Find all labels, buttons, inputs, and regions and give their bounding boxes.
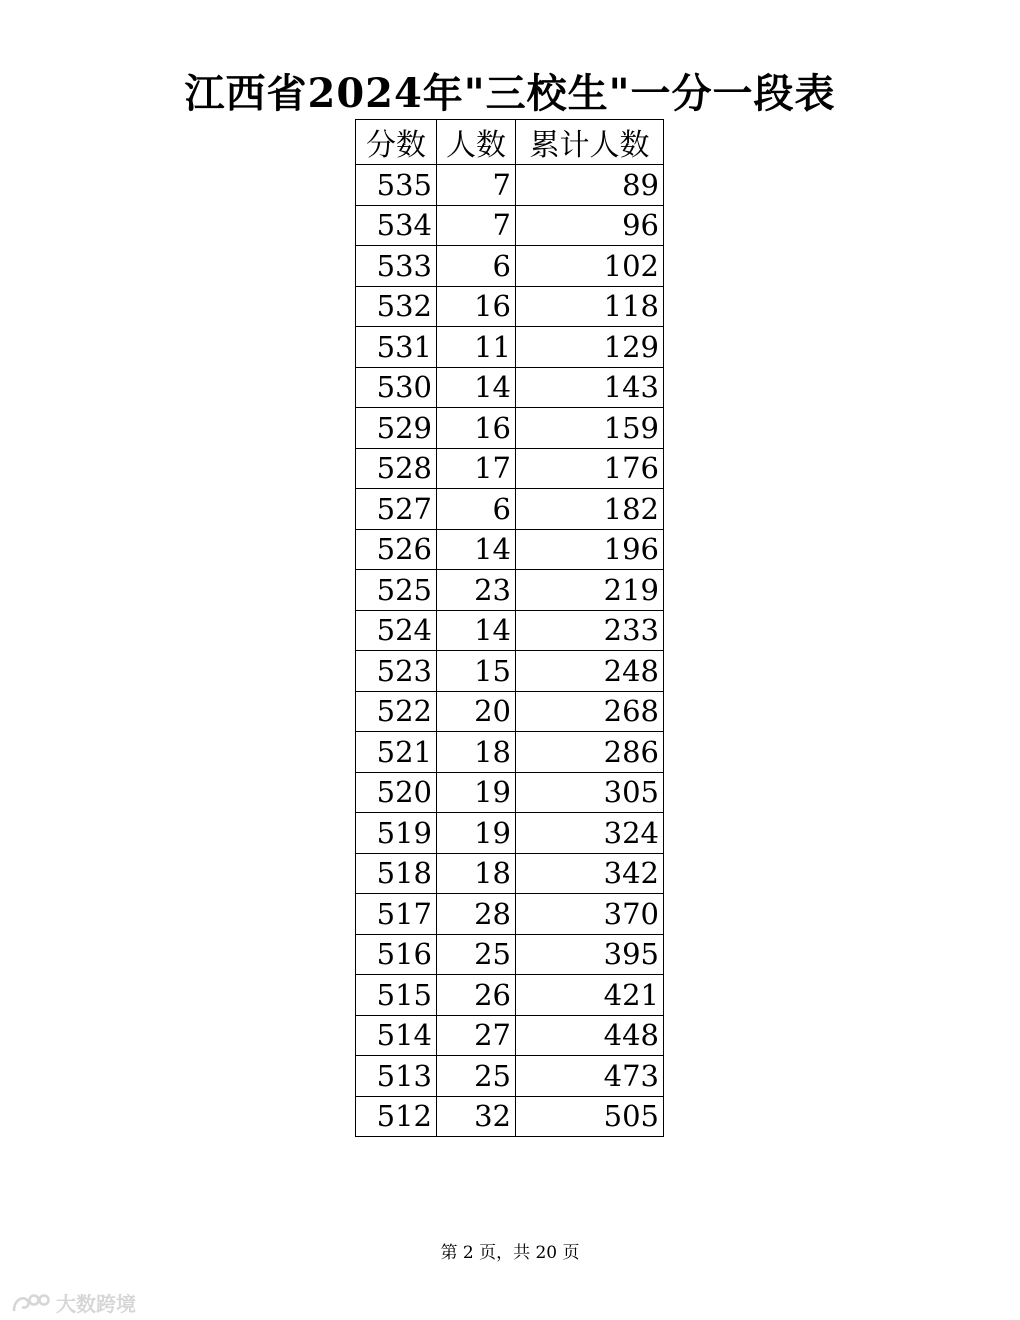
cell-cumulative: 102 [516,246,664,287]
cell-count: 7 [437,165,516,206]
cell-score: 531 [356,327,437,368]
table-header-row [356,120,664,165]
cell-cumulative: 505 [516,1096,664,1137]
cell-count: 16 [437,286,516,327]
cell-cumulative: 286 [516,732,664,773]
cell-score: 520 [356,772,437,813]
cell-cumulative: 473 [516,1056,664,1097]
cell-cumulative: 395 [516,934,664,975]
page-title: 江西省2024年"三校生"一分一段表 [184,70,836,117]
table-row [356,1096,664,1137]
cell-cumulative: 118 [516,286,664,327]
cell-count: 18 [437,732,516,773]
cell-count: 14 [437,367,516,408]
table-row [356,205,664,246]
cell-score: 533 [356,246,437,287]
cell-count: 14 [437,610,516,651]
cell-cumulative: 219 [516,570,664,611]
cell-cumulative: 176 [516,448,664,489]
cell-count: 32 [437,1096,516,1137]
cell-count: 6 [437,489,516,530]
cell-score: 518 [356,853,437,894]
cell-score: 524 [356,610,437,651]
cell-score: 521 [356,732,437,773]
cell-cumulative: 268 [516,691,664,732]
table-row [356,529,664,570]
table-row [356,934,664,975]
cell-score: 530 [356,367,437,408]
cell-score: 527 [356,489,437,530]
cell-count: 15 [437,651,516,692]
cell-cumulative: 421 [516,975,664,1016]
cell-score: 532 [356,286,437,327]
table-row [356,489,664,530]
cell-score: 523 [356,651,437,692]
cell-score: 519 [356,813,437,854]
cell-count: 14 [437,529,516,570]
cell-count: 20 [437,691,516,732]
table-row [356,327,664,368]
cell-score: 525 [356,570,437,611]
cell-score: 514 [356,1015,437,1056]
column-header-cumulative: 累计人数 [516,120,664,165]
cell-count: 19 [437,813,516,854]
cell-count: 27 [437,1015,516,1056]
cell-score: 535 [356,165,437,206]
cell-cumulative: 370 [516,894,664,935]
table-row [356,367,664,408]
cell-count: 23 [437,570,516,611]
cell-score: 516 [356,934,437,975]
table-row [356,1056,664,1097]
page-footer: 第 2 页，共 20 页 [440,1243,580,1263]
cell-cumulative: 305 [516,772,664,813]
cell-cumulative: 159 [516,408,664,449]
watermark-text: 大数跨境 [56,1292,136,1316]
table-row [356,732,664,773]
cell-cumulative: 342 [516,853,664,894]
table-row [356,691,664,732]
cell-score: 534 [356,205,437,246]
cell-count: 17 [437,448,516,489]
cell-cumulative: 143 [516,367,664,408]
table-row [356,246,664,287]
cell-cumulative: 448 [516,1015,664,1056]
table-row [356,813,664,854]
cell-cumulative: 129 [516,327,664,368]
cell-score: 512 [356,1096,437,1137]
cell-count: 28 [437,894,516,935]
table-row [356,286,664,327]
cell-score: 528 [356,448,437,489]
table-row [356,570,664,611]
table-row [356,610,664,651]
cell-cumulative: 196 [516,529,664,570]
cell-score: 517 [356,894,437,935]
cell-cumulative: 89 [516,165,664,206]
cell-count: 18 [437,853,516,894]
table-row [356,772,664,813]
cell-cumulative: 233 [516,610,664,651]
cell-score: 522 [356,691,437,732]
cell-score: 513 [356,1056,437,1097]
table-body [356,165,664,1137]
cell-cumulative: 182 [516,489,664,530]
brand-logo-icon [10,1291,50,1315]
table-row [356,448,664,489]
cell-score: 526 [356,529,437,570]
cell-count: 6 [437,246,516,287]
table-row [356,894,664,935]
table-row [356,975,664,1016]
column-header-score: 分数 [356,120,437,165]
cell-count: 19 [437,772,516,813]
cell-count: 25 [437,1056,516,1097]
cell-count: 16 [437,408,516,449]
table-row [356,408,664,449]
watermark [10,1288,136,1317]
table-row [356,651,664,692]
cell-count: 7 [437,205,516,246]
cell-cumulative: 324 [516,813,664,854]
cell-count: 11 [437,327,516,368]
table-row [356,853,664,894]
column-header-count: 人数 [437,120,516,165]
table-row [356,1015,664,1056]
score-distribution-table [355,119,664,1137]
cell-cumulative: 96 [516,205,664,246]
cell-score: 515 [356,975,437,1016]
table-row [356,165,664,206]
cell-cumulative: 248 [516,651,664,692]
cell-count: 25 [437,934,516,975]
cell-count: 26 [437,975,516,1016]
cell-score: 529 [356,408,437,449]
